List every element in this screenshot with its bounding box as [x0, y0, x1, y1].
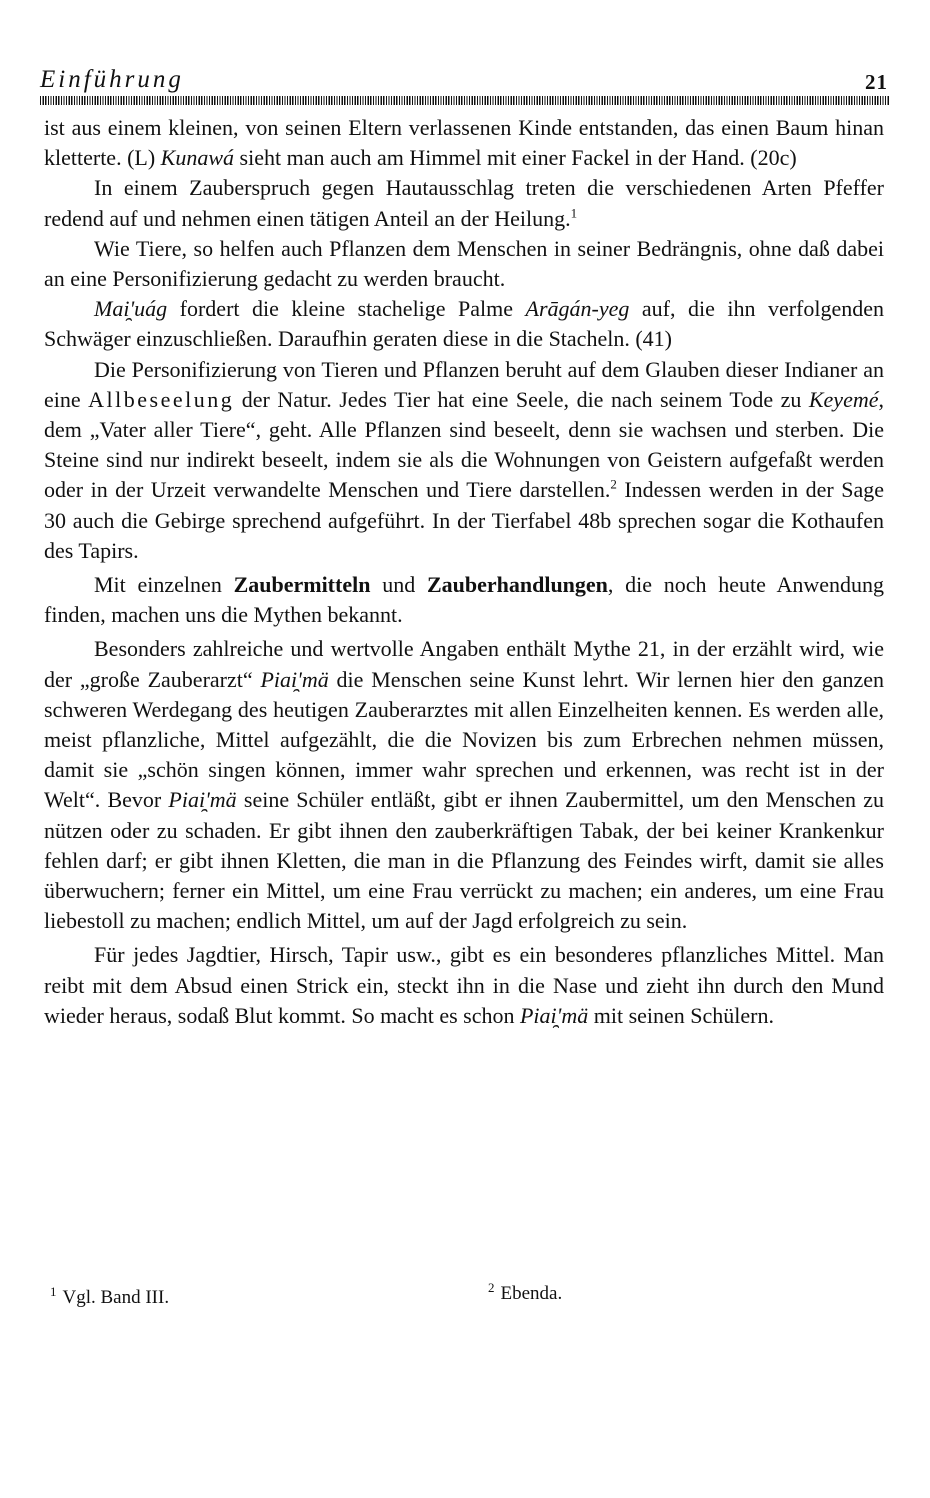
- text-run: mit seinen Schülern.: [588, 1002, 774, 1028]
- text-run: ist aus einem kleinen, von seinen Eltern verlassenen Kinde entstanden, das einen Baum hinan kletterte. (L): [44, 115, 884, 171]
- text-run: seine Schüler entläßt, gibt er ihnen Zaubermittel, um den Menschen zu nützen oder zu schaden. Er gibt ihnen den zauberkräftigen Tabak, der bei keiner Krankenkur fehlen darf; er gibt ihnen Kletten, die man in die Pflanzung des Feindes wirft, damit sie alles überwuchern; ferner ein Mittel, um eine Frau verrückt zu machen; ein anderes, um eine Frau liebestoll zu machen; endlich Mittel, um auf der Jagd erfolgreich zu sein.: [44, 787, 884, 934]
- bold-term: Zaubermitteln: [233, 572, 371, 598]
- page-number: 21: [865, 70, 888, 94]
- running-header: [40, 66, 890, 96]
- footnote-marker: 1: [50, 1283, 57, 1299]
- paragraph-3: [44, 234, 884, 294]
- running-title: Einführung: [40, 66, 184, 93]
- text-run: In einem Zauberspruch gegen Hautausschlag treten die verschiedenen Arten Pfeffer redend auf und nehmen einen tätigen Anteil an der Heilung.: [44, 175, 884, 231]
- paragraph-4: [44, 294, 884, 354]
- italic-name: Piai̯'mä: [519, 1002, 589, 1028]
- text-run: die Menschen seine Kunst lehrt. Wir lernen hier den ganzen schweren Werdegang des heutigen Zauberarztes mit allen Einzelheiten kennen. Es werden alle, meist pflanzliche, Mittel aufgezählt, die die Novizen bis zum Erbrechen nehmen müssen, damit sie „schön singen können, immer wahr sprechen und erkennen, was recht ist in der Welt“. Bevor: [44, 666, 884, 813]
- paragraph-6: [44, 570, 884, 630]
- text-run: Mit einzelnen: [94, 572, 234, 598]
- footnote-text: Ebenda.: [500, 1283, 563, 1304]
- footnote-2: [488, 1281, 562, 1307]
- text-run: Für jedes Jagdtier, Hirsch, Tapir usw., gibt es ein besonderes pflanzliches Mittel. Man reibt mit dem Absud einen Strick ein, steckt ihn in die Nase und zieht ihn durch den Mund wieder heraus, sodaß Blut kommt. So macht es schon: [44, 942, 884, 1028]
- footnote-1: [50, 1285, 169, 1311]
- bold-term: Zauberhandlungen: [426, 572, 608, 598]
- italic-name: Mai̯'uág: [94, 296, 168, 322]
- header-rule: [40, 96, 890, 105]
- paragraph-2: [44, 173, 884, 233]
- italic-name: Kunawá: [160, 145, 235, 171]
- footnote-marker: 2: [488, 1279, 495, 1295]
- text-run: Die Personifizierung von Tieren und Pflanzen beruht auf dem Glauben dieser Indianer an eine: [44, 356, 884, 412]
- italic-name: Keyemé: [808, 386, 879, 412]
- text-run: , dem „Vater aller Tiere“, geht. Alle Pflanzen sind beseelt, denn sie wachsen und sterben. Die Steine sind nur indirekt beseelt, indem sie als die Wohnungen von Geistern aufgefaßt werden oder in der Urzeit verwandelte Menschen und Tiere darstellen.: [44, 386, 884, 503]
- text-run: der Natur. Jedes Tier hat eine Seele, die nach seinem Tode zu: [234, 386, 809, 412]
- text-run: Wie Tiere, so helfen auch Pflanzen dem Menschen in seiner Bedrängnis, ohne daß dabei an eine Personifizierung gedacht zu werden braucht.: [44, 235, 884, 292]
- footnote-ref: 2: [610, 477, 617, 493]
- text-run: auf, die ihn verfolgenden Schwäger einzuschließen. Daraufhin geraten diese in die Stacheln. (41): [44, 296, 885, 352]
- body-text: [44, 113, 884, 1031]
- text-run: und: [370, 572, 427, 598]
- italic-name: Piai̯'mä: [260, 666, 329, 692]
- footnote-ref: 1: [570, 205, 578, 221]
- text-run: fordert die kleine stachelige Palme: [167, 296, 526, 322]
- text-run: Besonders zahlreiche und wertvolle Angaben enthält Mythe 21, in der erzählt wird, wie der „große Zauberarzt“: [44, 636, 884, 692]
- paragraph-8: [44, 940, 884, 1031]
- text-run: Indessen werden in der Sage 30 auch die Gebirge sprechend aufgeführt. In der Tierfabel 48b sprechen sogar die Kothaufen des Tapirs.: [44, 477, 884, 563]
- paragraph-1: [44, 113, 884, 173]
- paragraph-5: [44, 355, 884, 566]
- footnote-text: Vgl. Band III.: [62, 1287, 170, 1308]
- footnotes: [50, 1279, 850, 1315]
- text-run: sieht man auch am Himmel mit einer Fackel in der Hand. (20c): [234, 145, 797, 171]
- italic-name: Piai̯'mä: [168, 787, 237, 813]
- spaced-term: Allbeseelung: [88, 386, 235, 412]
- text-run: , die noch heute Anwendung finden, machen uns die Mythen bekannt.: [44, 572, 885, 628]
- italic-name: Arāgán-yeg: [525, 296, 630, 322]
- paragraph-7: [44, 634, 884, 936]
